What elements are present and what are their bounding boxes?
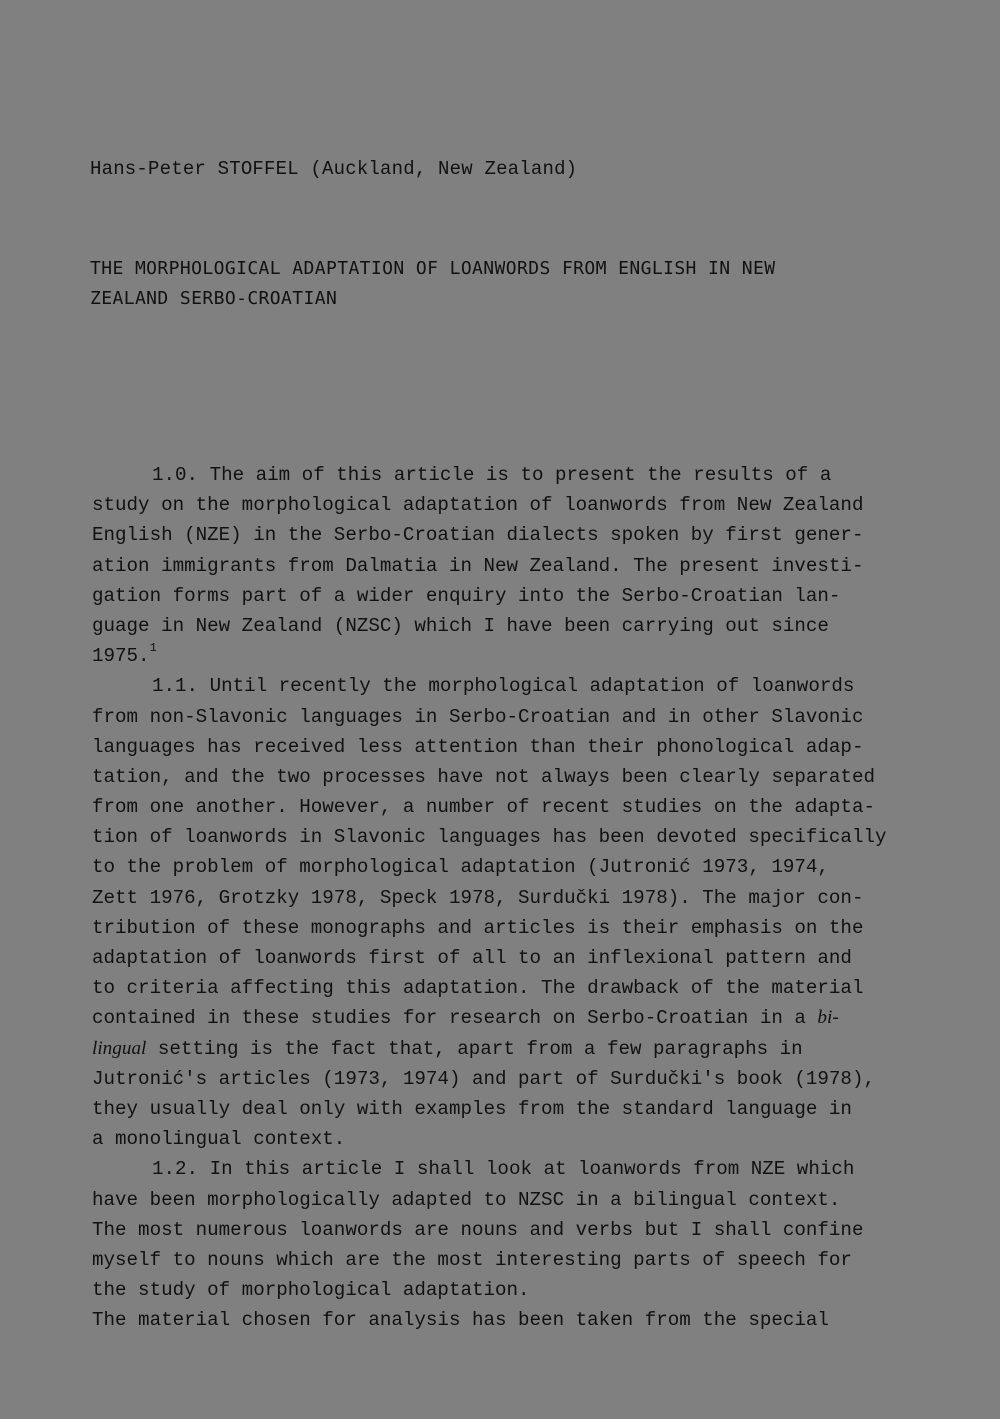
body-line: languages has received less attention than their phonological adap- <box>92 735 864 758</box>
body-line: from one another. However, a number of recent studies on the adapta- <box>92 796 875 819</box>
body-line: guage in New Zealand (NZSC) which I have been carrying out since <box>92 614 829 637</box>
body-text: contained in these studies for research on Serbo-Croatian in a <box>92 1007 818 1030</box>
body-text: setting is the fact that, apart from a few paragraphs in <box>146 1037 803 1060</box>
body-line: gation forms part of a wider enquiry into the Serbo-Croatian lan- <box>92 584 841 607</box>
italic-text: bi- <box>817 1007 839 1029</box>
title-line-1: THE MORPHOLOGICAL ADAPTATION OF LOANWORDS FROM ENGLISH IN NEW <box>90 258 776 279</box>
body-line: study on the morphological adaptation of loanwords from New Zealand <box>92 494 864 517</box>
body-line: English (NZE) in the Serbo-Croatian dialects spoken by first gener- <box>92 524 864 547</box>
body-line: from non-Slavonic languages in Serbo-Croatian and in other Slavonic <box>92 705 864 728</box>
body-line <box>92 1003 952 1033</box>
body-text: 1975. <box>92 645 150 668</box>
body-line <box>92 641 952 671</box>
body-line: 1.2. In this article I shall look at loanwords from NZE which <box>152 1158 855 1181</box>
body-line: tribution of these monographs and articles is their emphasis on the <box>92 916 864 939</box>
body-line: the study of morphological adaptation. <box>92 1279 530 1302</box>
article-title <box>90 254 890 314</box>
body-line: Zett 1976, Grotzky 1978, Speck 1978, Surdučki 1978). The major con- <box>92 886 864 909</box>
body-line <box>92 1034 952 1064</box>
italic-text: lingual <box>92 1037 147 1059</box>
footnote-marker: 1 <box>149 641 157 656</box>
body-line: to criteria affecting this adaptation. The drawback of the material <box>92 977 864 1000</box>
author-line: Hans-Peter STOFFEL (Auckland, New Zealand) <box>90 158 578 180</box>
body-line: Jutronić's articles (1973, 1974) and part of Surdučki's book (1978), <box>92 1067 875 1090</box>
body-line: tion of loanwords in Slavonic languages has been devoted specifically <box>92 826 887 849</box>
body-line: The material chosen for analysis has been taken from the special <box>92 1309 829 1332</box>
title-line-2: ZEALAND SERBO-CROATIAN <box>90 288 338 309</box>
body-line: 1.1. Until recently the morphological adaptation of loanwords <box>152 675 855 698</box>
body-line: myself to nouns which are the most interesting parts of speech for <box>92 1248 852 1271</box>
body-line: have been morphologically adapted to NZSC in a bilingual context. <box>92 1188 841 1211</box>
body-line: they usually deal only with examples from the standard language in <box>92 1097 852 1120</box>
body-line: 1.0. The aim of this article is to present the results of a <box>152 464 832 486</box>
body-line: ation immigrants from Dalmatia in New Zealand. The present investi- <box>92 554 864 577</box>
article-body <box>92 460 952 1335</box>
body-line: a monolingual context. <box>92 1128 346 1151</box>
body-line: The most numerous loanwords are nouns and verbs but I shall confine <box>92 1218 864 1241</box>
body-line: to the problem of morphological adaptation (Jutronić 1973, 1974, <box>92 856 829 879</box>
body-line: adaptation of loanwords first of all to an inflexional pattern and <box>92 947 852 969</box>
body-line: tation, and the two processes have not always been clearly separated <box>92 765 875 788</box>
